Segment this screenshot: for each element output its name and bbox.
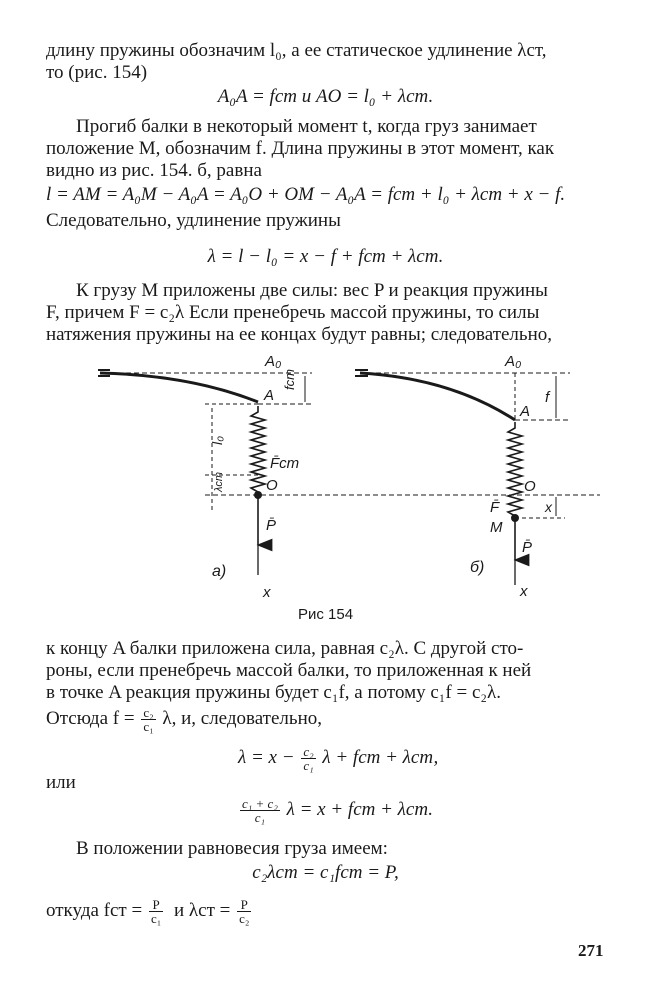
fraction-numerator: c₂ (143, 705, 154, 720)
label-O: O (266, 477, 278, 494)
text-line: то (рис. 154) (46, 62, 148, 83)
label-sub-a: а) (212, 563, 227, 580)
text-line: К грузу M приложены две силы: вес P и реакция пружины (76, 280, 548, 301)
label-A: A (520, 403, 531, 420)
fraction-numerator: c₁ + c₂ (242, 796, 278, 811)
equation: l = AM = A₀M − A₀A = A₀O + OM − A₀A = fст + l₀ + λст + x − f. (46, 184, 566, 205)
equation: c₂λст = c₁fст = P, (252, 862, 399, 883)
text-line-with-fraction (46, 898, 253, 925)
text-line: В положении равновесия груза имеем: (76, 838, 388, 859)
equation: λ = l − l₀ = x − f + fст + λст. (207, 246, 444, 267)
figure-right (355, 370, 570, 585)
fraction-numerator: P (149, 898, 163, 912)
fraction (141, 706, 155, 733)
label-P: P̄ (522, 539, 533, 556)
figure-caption: Рис 154 (297, 606, 354, 623)
fraction (301, 745, 315, 772)
label-A0: A₀ (265, 353, 282, 370)
text-line: в точке A реакция пружины будет c₁f, а потому c₁f = c₂λ. (46, 682, 501, 703)
mass-point-right (511, 514, 519, 522)
label-A0: A₀ (505, 353, 522, 370)
text-line: видно из рис. 154. б, равна (46, 160, 262, 181)
text-line: F, причем F = c₂λ Если пренебречь массой пружины, то силы (46, 302, 540, 323)
equation (238, 797, 433, 824)
text-line: длину пружины обозначим l₀, а ее статическое удлинение λст, (46, 40, 547, 61)
spring-left (251, 406, 265, 492)
text-segment: и λст = (174, 899, 231, 921)
fraction (149, 898, 163, 925)
label-P: P̄ (266, 517, 277, 534)
fraction-denominator: c₁ (150, 911, 162, 926)
text-line: Следовательно, удлинение пружины (46, 210, 341, 231)
beam (100, 373, 258, 402)
fraction-denominator: c₁ (254, 810, 266, 825)
fraction-numerator: P (237, 898, 251, 912)
text-line: роны, если пренебречь массой балки, то приложенная к ней (46, 660, 532, 681)
beam (360, 373, 515, 420)
mass-point-left (254, 491, 262, 499)
equation (238, 745, 438, 772)
page-number: 271 (578, 941, 604, 960)
text-segment: λ + fст + λст, (322, 746, 439, 768)
label-lst: λст (213, 471, 225, 492)
label-Fst: F̄ст (270, 455, 300, 472)
text-segment: λ = x − (238, 746, 295, 768)
fraction-denominator: c₁ (143, 719, 154, 734)
label-F: F̄ (490, 499, 500, 516)
fraction (237, 898, 251, 925)
label-M: M (490, 519, 503, 536)
fraction-denominator: c₁ (303, 758, 314, 773)
label-fst: fст (282, 369, 297, 390)
text-segment: λ, и, следовательно, (162, 707, 322, 729)
text-line: положение M, обозначим f. Длина пружины в этот момент, как (46, 138, 555, 159)
fraction-numerator: c₂ (303, 744, 314, 759)
label-f: f (545, 389, 550, 406)
text-segment: откуда fст = (46, 899, 143, 921)
fraction (240, 797, 280, 824)
spring-right (508, 422, 522, 516)
label-O: O (524, 478, 536, 495)
label-A: A (264, 387, 275, 404)
figure-154 (0, 350, 651, 600)
label-sub-b: б) (470, 559, 485, 576)
label-l0: l₀ (209, 435, 225, 445)
text-line: натяжения пружины на ее концах будут равны; следовательно, (46, 324, 552, 345)
label-x: x (263, 584, 271, 600)
text-line-with-fraction (46, 706, 322, 733)
equation: A₀A = fст и AO = l₀ + λст. (217, 86, 434, 107)
text-line: Прогиб балки в некоторый момент t, когда груз занимает (76, 116, 537, 137)
text-segment: Отсюда f = (46, 707, 135, 729)
text-segment: λ = x + fст + λст. (286, 798, 434, 820)
label-x: x (520, 583, 528, 600)
label-x-dim: x (545, 499, 552, 515)
text-line: или (46, 772, 76, 793)
text-line: к концу A балки приложена сила, равная c₂λ. С другой сто- (46, 638, 524, 659)
fraction-denominator: c₂ (239, 911, 250, 926)
